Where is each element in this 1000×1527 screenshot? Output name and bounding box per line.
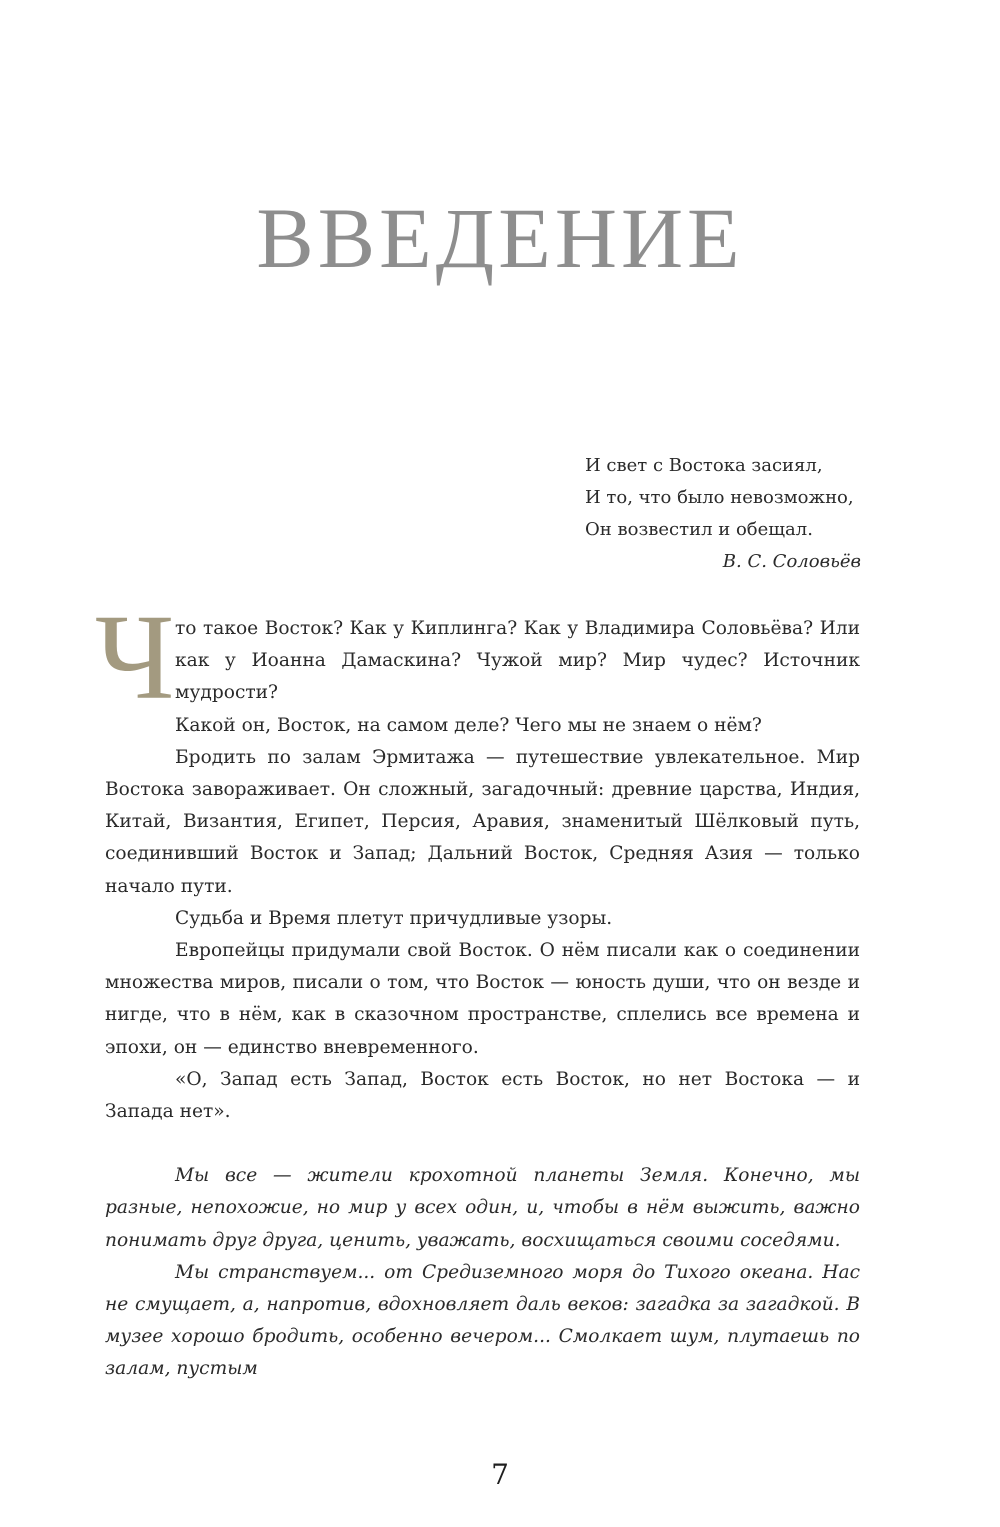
- paragraph-italic: Мы странствуем... от Средиземного моря до Тихого океана. Нас не смущает, а, напротив, вдохновляет даль веков: загадка за загадкой. В музее хорошо бродить, особенно вечером... Смолкает шум, плутаешь по залам, пустым: [105, 1261, 860, 1380]
- drop-cap: Ч: [95, 590, 175, 725]
- epigraph-line: И то, что было невозможно,: [585, 487, 854, 508]
- section-gap: [105, 1128, 860, 1160]
- paragraph-italic: Мы все — жители крохотной планеты Земля. Конечно, мы разные, непохожие, но мир у всех один, и, чтобы в нём выжить, важно понимать друг друга, ценить, уважать, восхищаться своими соседями.: [105, 1165, 860, 1251]
- page-number: 7: [491, 1458, 509, 1491]
- paragraph-quote: «О, Запад есть Запад, Восток есть Восток, но нет Востока — и Запада нет».: [105, 1068, 860, 1123]
- paragraph: Судьба и Время плетут причудливые узоры.: [175, 907, 613, 929]
- epigraph-line: И свет с Востока засиял,: [585, 455, 823, 476]
- paragraph: Бродить по залам Эрмитажа — путешествие увлекательное. Мир Востока завораживает. Он сложный, загадочный: древние царства, Индия, Китай, Византия, Египет, Персия, Аравия, знаменитый Шёлковый путь, соединивший Восток и Запад; Дальний Восток, Средняя Азия — только начало пути.: [105, 746, 860, 897]
- paragraph: Какой он, Восток, на самом деле? Чего мы не знаем о нём?: [175, 714, 762, 736]
- epigraph: [585, 450, 875, 578]
- paragraph-text: то такое Восток? Как у Киплинга? Как у Владимира Соловьёва? Или как у Иоанна Дамаскина? Чужой мир? Мир чудес? Источник мудрости?: [175, 618, 860, 704]
- body-text: [95, 590, 860, 1386]
- epigraph-author: В. С. Соловьёв: [722, 551, 861, 572]
- epigraph-line: Он возвестил и обещал.: [585, 519, 813, 540]
- paragraph: Европейцы придумали свой Восток. О нём писали как о соединении множества миров, писали о том, что Восток — юность души, что он везде и нигде, что в нём, как в сказочном пространстве, сплелись все времена и эпохи, он — единство вневременного.: [105, 940, 860, 1058]
- chapter-title: ВВЕДЕНИЕ: [256, 190, 744, 286]
